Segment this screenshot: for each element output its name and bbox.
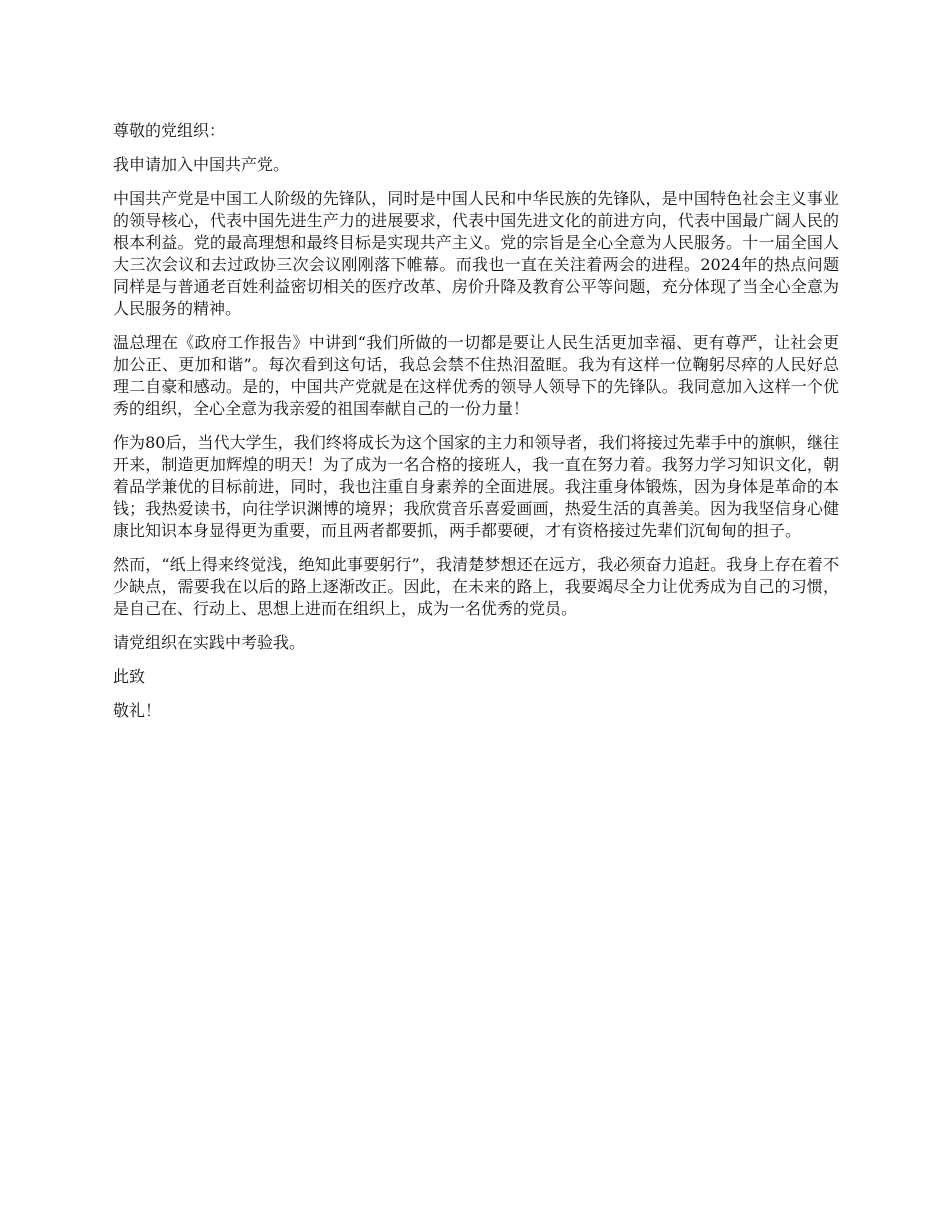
closing-line-2: 敬礼！ <box>113 701 162 720</box>
intro-line: 我申请加入中国共产党。 <box>113 155 290 174</box>
paragraph-3: 作为80后，当代大学生，我们终将成长为这个国家的主力和领导者，我们将接过先辈手中的旗帜，继往开来，制造更加辉煌的明天！为了成为一名合格的接班人，我一直在努力着。我努力学习知识文化，朝着品学兼优的目标前进，同时，我也注重自身素养的全面进展。我注重身体锻炼，因为身体是革命的本钱；我热爱读书，向往学识渊博的境界；我欣赏音乐喜爱画画，热爱生活的真善美。因为我坚信身心健康比知识本身显得更为重要，而且两者都要抓，两手都要硬，才有资格接过先辈们沉甸甸的担子。 <box>113 433 839 540</box>
request-line: 请党组织在实践中考验我。 <box>113 633 306 652</box>
salutation: 尊敬的党组织： <box>113 121 226 140</box>
letter-body <box>113 120 839 734</box>
closing-line-1: 此致 <box>113 667 146 686</box>
paragraph-2: 温总理在《政府工作报告》中讲到“我们所做的一切都是要让人民生活更加幸福、更有尊严，让社会更加公正、更加和谐”。每次看到这句话，我总会禁不住热泪盈眶。我为有这样一位鞠躬尽瘁的人民好总理二自豪和感动。是的，中国共产党就是在这样优秀的领导人领导下的先锋队。我同意加入这样一个优秀的组织，全心全意为我亲爱的祖国奉献自己的一份力量！ <box>113 333 839 418</box>
paragraph-4: 然而，“纸上得来终觉浅，绝知此事要躬行”，我清楚梦想还在远方，我必须奋力追赶。我身上存在着不少缺点，需要我在以后的路上逐渐改正。因此，在未来的路上，我要竭尽全力让优秀成为自己的习惯，是自己在、行动上、思想上进而在组织上，成为一名优秀的党员。 <box>113 555 839 618</box>
paragraph-1: 中国共产党是中国工人阶级的先锋队，同时是中国人民和中华民族的先锋队，是中国特色社会主义事业的领导核心，代表中国先进生产力的进展要求，代表中国先进文化的前进方向，代表中国最广阔人民的根本利益。党的最高理想和最终目标是实现共产主义。党的宗旨是全心全意为人民服务。十一届全国人大三次会议和去过政协三次会议刚刚落下帷幕。而我也一直在关注着两会的进程。2024年的热点问题同样是与普通老百姓利益密切相关的医疗改革、房价升降及教育公平等问题，充分体现了当全心全意为人民服务的精神。 <box>113 189 839 318</box>
